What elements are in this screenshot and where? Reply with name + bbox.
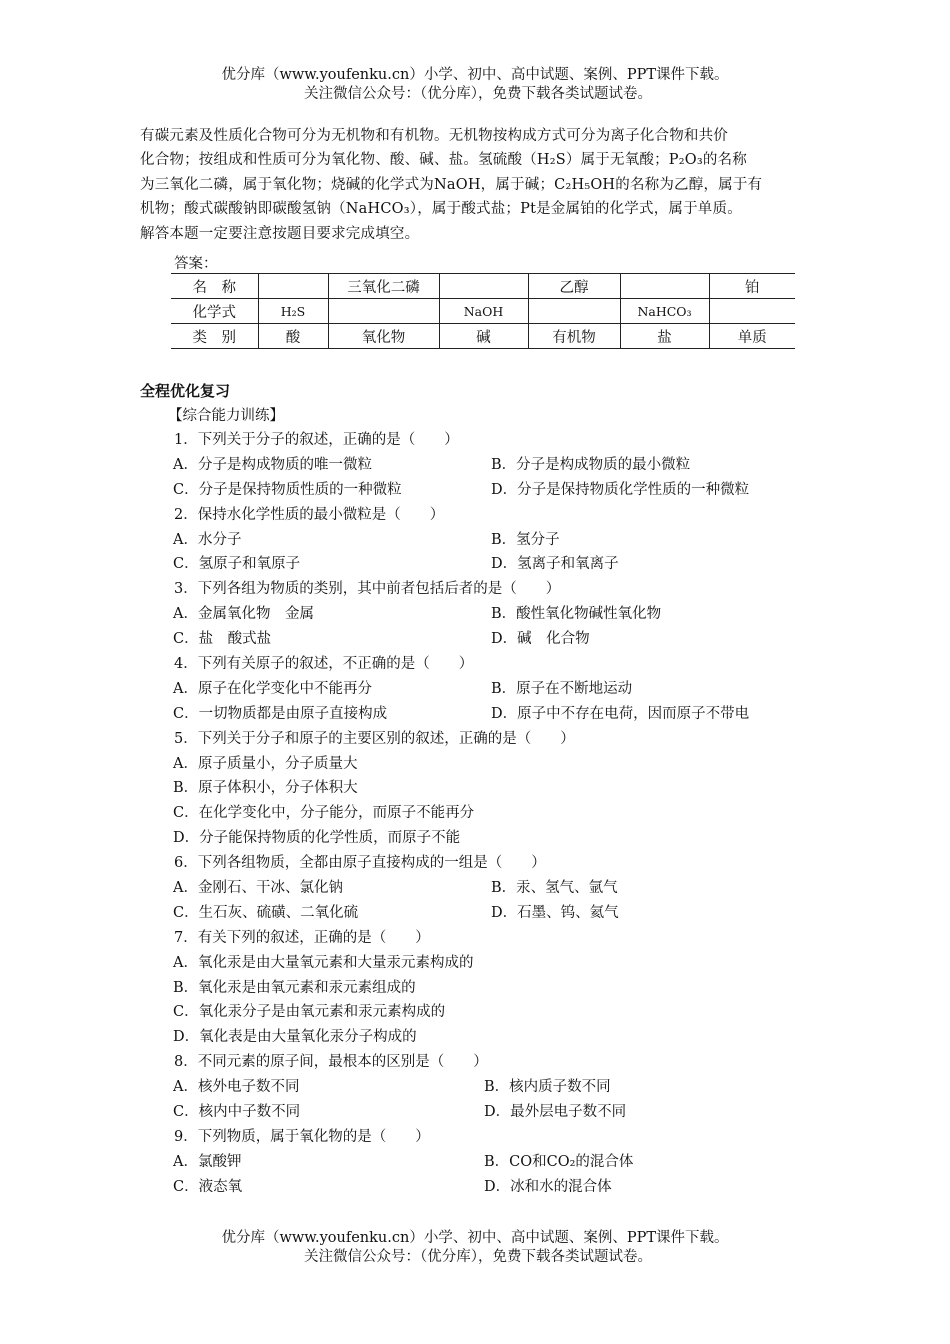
option-b: B．核内质子数不同 — [484, 1079, 611, 1096]
option-d: D．分子能保持物质的化学性质，而原子不能 — [173, 830, 461, 847]
option-b: B．分子是构成物质的最小微粒 — [491, 456, 691, 473]
header-line-2: 关注微信公众号：（优分库），免费下载各类试题试卷。 — [304, 86, 652, 102]
option-a: A．水分子 — [173, 531, 242, 548]
table-cell: 单质 — [709, 324, 795, 349]
option-a: A．氯酸钾 — [173, 1153, 242, 1170]
question-stem: 5．下列关于分子和原子的主要区别的叙述，正确的是（ ） — [174, 730, 575, 747]
table-cell: 盐 — [620, 324, 709, 349]
question-stem: 6．下列各组物质，全都由原子直接构成的一组是（ ） — [174, 855, 546, 872]
table-cell: 酸 — [258, 324, 328, 349]
intro-line: 机物；酸式碳酸钠即碳酸氢钠（NaHCO₃），属于酸式盐；Pt是金属铂的化学式，属于单质。 — [140, 201, 742, 218]
page-footer — [0, 1229, 950, 1267]
table-cell — [258, 274, 328, 299]
answer-row-name — [171, 274, 795, 299]
option-d: D．氢离子和氧离子 — [491, 556, 619, 573]
answer-row-category — [171, 324, 795, 349]
option-a: A．原子在化学变化中不能再分 — [173, 680, 372, 697]
option-d: D．原子中不存在电荷，因而原子不带电 — [491, 705, 750, 722]
option-d: D．石墨、钨、氦气 — [491, 904, 619, 921]
question-stem: 2．保持水化学性质的最小微粒是（ ） — [174, 506, 445, 523]
table-cell — [439, 274, 528, 299]
question-stem: 1．下列关于分子的叙述，正确的是（ ） — [174, 432, 459, 448]
option-d: D．氧化表是由大量氧化汞分子构成的 — [173, 1029, 417, 1046]
option-b: B．氧化汞是由氧元素和汞元素组成的 — [173, 979, 416, 996]
option-b: B．CO和CO₂的混合体 — [484, 1153, 634, 1170]
option-c: C．盐 酸式盐 — [173, 631, 272, 648]
section-title: 全程优化复习 — [140, 382, 231, 400]
option-a: A．核外电子数不同 — [173, 1079, 300, 1096]
option-c: C．液态氧 — [173, 1178, 243, 1195]
option-b: B．汞、氢气、氩气 — [491, 880, 618, 897]
option-a: A．金刚石、干冰、氯化钠 — [173, 880, 343, 897]
table-cell — [328, 299, 439, 324]
table-cell: NaOH — [439, 299, 528, 324]
option-c: C．核内中子数不同 — [173, 1104, 301, 1121]
answer-row-formula — [171, 299, 795, 324]
option-b: B．氢分子 — [491, 531, 560, 548]
table-cell: 有机物 — [528, 324, 620, 349]
table-cell — [528, 299, 620, 324]
page-header — [0, 66, 950, 104]
table-cell: 类 别 — [171, 324, 258, 349]
header-line-1: 优分库（www.youfenku.cn）小学、初中、高中试题、案例、PPT课件下载。 — [221, 67, 729, 83]
question-stem: 4．下列有关原子的叙述，不正确的是（ ） — [174, 656, 474, 673]
question-list — [0, 428, 950, 1200]
footer-line-2: 关注微信公众号：（优分库），免费下载各类试题试卷。 — [304, 1249, 652, 1265]
question-stem: 9．下列物质，属于氧化物的是（ ） — [174, 1128, 430, 1145]
table-cell: 名 称 — [171, 274, 258, 299]
option-c: C．在化学变化中，分子能分，而原子不能再分 — [173, 805, 475, 822]
question-stem: 3．下列各组为物质的类别，其中前者包括后者的是（ ） — [174, 581, 561, 598]
table-cell: 氧化物 — [328, 324, 439, 349]
table-cell: NaHCO₃ — [620, 299, 709, 324]
option-d: D．冰和水的混合体 — [484, 1178, 612, 1195]
option-b: B．酸性氧化物碱性氧化物 — [491, 606, 662, 623]
option-c: C．氢原子和氧原子 — [173, 556, 301, 573]
option-a: A．分子是构成物质的唯一微粒 — [173, 456, 372, 473]
table-cell: 三氧化二磷 — [328, 274, 439, 299]
intro-line: 解答本题一定要注意按题目要求完成填空。 — [140, 225, 420, 242]
option-a: A．氧化汞是由大量氧元素和大量汞元素构成的 — [173, 954, 474, 971]
table-cell: H₂S — [258, 299, 328, 324]
answer-label: 答案： — [174, 256, 218, 272]
table-cell: 碱 — [439, 324, 528, 349]
option-b: B．原子体积小，分子体积大 — [173, 780, 358, 797]
footer-line-1: 优分库（www.youfenku.cn）小学、初中、高中试题、案例、PPT课件下载。 — [221, 1230, 729, 1246]
question-stem: 7．有关下列的叙述，正确的是（ ） — [174, 929, 430, 946]
option-b: B．原子在不断地运动 — [491, 680, 633, 697]
option-c: C．一切物质都是由原子直接构成 — [173, 705, 388, 722]
intro-line: 为三氧化二磷，属于氧化物；烧碱的化学式为NaOH，属于碱；C₂H₅OH的名称为乙醇，属于有 — [140, 176, 763, 193]
option-c: C．分子是保持物质性质的一种微粒 — [173, 481, 402, 498]
option-c: C．氧化汞分子是由氧元素和汞元素构成的 — [173, 1004, 446, 1021]
table-cell: 铂 — [709, 274, 795, 299]
option-c: C．生石灰、硫磺、二氧化硫 — [173, 904, 359, 921]
subsection-title: 【综合能力训练】 — [168, 408, 284, 424]
option-d: D．碱 化合物 — [491, 631, 590, 648]
table-cell — [620, 274, 709, 299]
option-a: A．金属氧化物 金属 — [173, 606, 314, 623]
answer-table — [171, 273, 795, 349]
table-cell: 乙醇 — [528, 274, 620, 299]
table-cell: 化学式 — [171, 299, 258, 324]
option-a: A．原子质量小，分子质量大 — [173, 755, 358, 772]
question-stem: 8．不同元素的原子间，最根本的区别是（ ） — [174, 1054, 488, 1071]
option-d: D．最外层电子数不同 — [484, 1104, 627, 1121]
intro-line: 有碳元素及性质化合物可分为无机物和有机物。无机物按构成方式可分为离子化合物和共价 — [140, 128, 728, 144]
intro-paragraph — [140, 124, 812, 246]
table-cell — [709, 299, 795, 324]
option-d: D．分子是保持物质化学性质的一种微粒 — [491, 481, 750, 498]
intro-line: 化合物；按组成和性质可分为氧化物、酸、碱、盐。氢硫酸（H₂S）属于无氧酸；P₂O₃的名称 — [140, 152, 747, 169]
